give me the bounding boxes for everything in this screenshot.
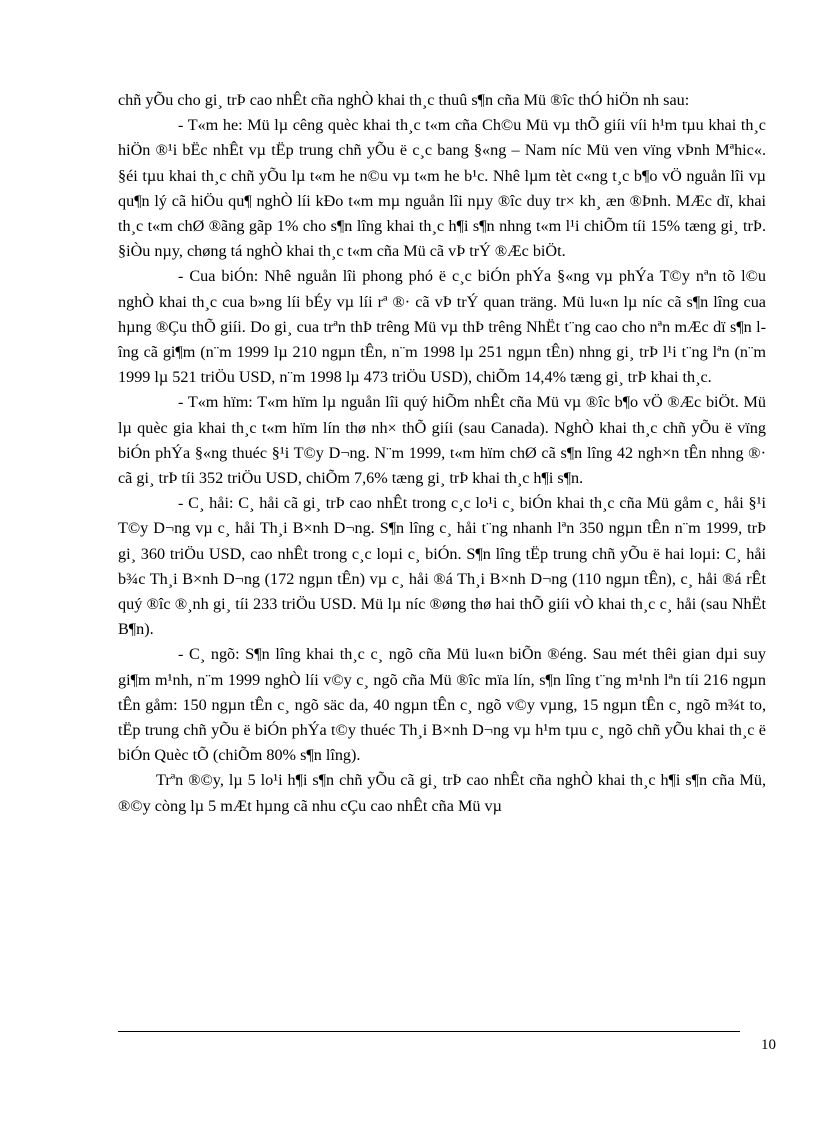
paragraph-intro: chñ yÕu cho gi¸ trÞ cao nhÊt cña nghÒ khai th¸c thuû s¶n cña Mü ®îc thÓ hiÖn nh sau: xyxy=(118,91,690,109)
paragraph-shrimp: - T«m he: Mü lµ cêng quèc khai th¸c t«m cña Ch©u Mü vµ thÕ giíi víi h¹m tµu khai th¸c hiÖn ®¹i bËc nhÊt vµ tËp trung chñ yÕu ë c¸c bang §«ng – Nam níc Mü ven vïng vÞnh Mªhic«. §éi tµu khai th¸c chñ yÕu lµ t«m he n©u vµ t«m he b¹c. Nhê lµm tèt c«ng t¸c b¶o vÖ nguån lîi vµ qu¶n lý cã hiÖu qu¶ nghÒ líi kÐo t«m mµ nguån lîi nµy ®îc duy tr× kh¸ æn ®Þnh. MÆc dï, khai th¸c t«m chØ ®ãng gãp 1% cho s¶n lîng khai th¸c h¶i s¶n nhng t«m l¹i chiÕm tíi 15% tæng gi¸ trÞ. §iÒu nµy, chøng tá nghÒ khai th¸c t«m cña Mü cã vÞ trÝ ®Æc biÖt. xyxy=(118,116,766,261)
page-number: 10 xyxy=(761,1037,776,1053)
paragraph-summary: Trªn ®©y, lµ 5 lo¹i h¶i s¶n chñ yÕu cã gi¸ trÞ cao nhÊt cña nghÒ khai th¸c h¶i s¶n cña Mü, ®©y còng lµ 5 mÆt hµng cã nhu cÇu cao nhÊt cña Mü vµ xyxy=(118,771,766,815)
paragraph-lobster: - T«m hïm: T«m hïm lµ nguån lîi quý hiÕm nhÊt cña Mü vµ ®îc b¶o vÖ ®Æc biÖt. Mü lµ quèc gia khai th¸c t«m hïm lín thø nh× thÕ giíi (sau Canada). NghÒ khai th¸c chñ yÕu ë vïng biÓn phÝa §«ng thuéc §¹i T©y D¬ng. N¨m 1999, t«m hïm chØ cã s¶n lîng 42 ngh×n tÊn nhng ®· cã gi¸ trÞ tíi 352 triÖu USD, chiÕm 7,6% tæng gi¸ trÞ khai th¸c h¶i s¶n. xyxy=(118,393,766,488)
footer-rule xyxy=(118,1031,740,1032)
page-body-text xyxy=(118,88,766,819)
paragraph-tuna: - C¸ ngõ: S¶n lîng khai th¸c c¸ ngõ cña Mü lu«n biÕn ®éng. Sau mét thêi gian dµi suy gi¶m m¹nh, n¨m 1999 nghÒ líi v©y c¸ ngõ cña Mü ®îc mïa lín, s¶n lîng t¨ng m¹nh lªn tíi 216 ngµn tÊn gåm: 150 ngµn tÊn c¸ ngõ säc da, 40 ngµn tÊn c¸ ngõ v©y vµng, 15 ngµn tÊn c¸ ngõ m¾t to, tËp trung chñ yÕu ë biÓn phÝa t©y thuéc Th¸i B×nh D¬ng vµ h¹m tµu c¸ ngõ chñ yÕu khai th¸c ë biÓn Quèc tÕ (chiÕm 80% s¶n lîng). xyxy=(118,645,766,765)
paragraph-crab: - Cua biÓn: Nhê nguån lîi phong phó ë c¸c biÓn phÝa §«ng vµ phÝa T©y nªn tõ l©u nghÒ khai th¸c cua b»ng líi bÉy vµ líi rª ®· cã vÞ trÝ quan träng. Mü lu«n lµ níc cã s¶n lîng cua hµng ®Çu thÕ giíi. Do gi¸ cua trªn thÞ trêng Mü vµ thÞ trêng NhËt t¨ng cao cho nªn mÆc dï s¶n lîng cã gi¶m (n¨m 1999 lµ 210 ngµn tÊn, n¨m 1998 lµ 251 ngµn tÊn) nhng gi¸ trÞ l¹i t¨ng lªn (n¨m 1999 lµ 521 triÖu USD, n¨m 1998 lµ 473 triÖu USD), chiÕm 14,4% tæng gi¸ trÞ khai th¸c. xyxy=(118,267,766,387)
paragraph-salmon: - C¸ håi: C¸ håi cã gi¸ trÞ cao nhÊt trong c¸c lo¹i c¸ biÓn khai th¸c cña Mü gåm c¸ håi §¹i T©y D¬ng vµ c¸ håi Th¸i B×nh D¬ng. S¶n lîng c¸ håi t¨ng nhanh lªn 350 ngµn tÊn n¨m 1999, trÞ gi¸ 360 triÖu USD, cao nhÊt trong c¸c loµi c¸ biÓn. S¶n lîng tËp trung chñ yÕu ë hai loµi: C¸ håi b¾c Th¸i B×nh D¬ng (172 ngµn tÊn) vµ c¸ håi ®á Th¸i B×nh D¬ng (110 ngµn tÊn), c¸ håi ®á rÊt quý ®îc ®¸nh gi¸ tíi 233 triÖu USD. Mü lµ níc ®øng thø hai thÕ giíi vÒ khai th¸c c¸ håi (sau NhËt B¶n). xyxy=(118,494,766,639)
